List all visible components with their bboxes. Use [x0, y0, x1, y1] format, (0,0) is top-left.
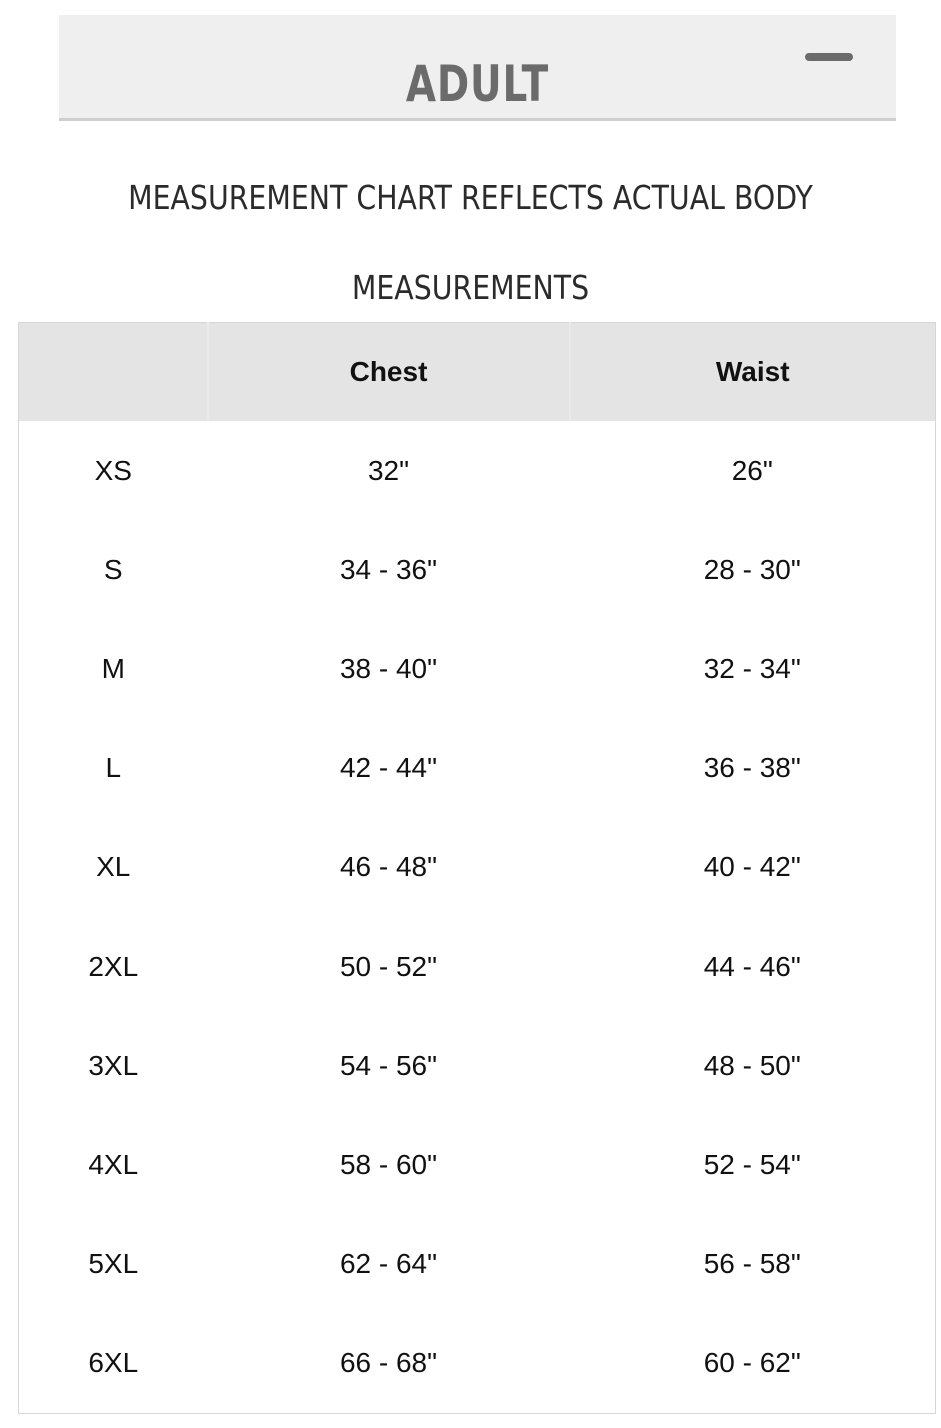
measurement-note-line2: MEASUREMENTS [351, 268, 590, 307]
chest-cell: 46 - 48" [339, 851, 438, 883]
measurement-note-line1: MEASUREMENT CHART REFLECTS ACTUAL BODY [128, 178, 813, 217]
chest-cell: 32" [367, 454, 410, 486]
waist-cell: 52 - 54" [703, 1148, 801, 1180]
waist-cell: 40 - 42" [703, 851, 801, 883]
table-row [19, 719, 936, 818]
accordion-header-adult[interactable] [59, 15, 896, 121]
table-row [19, 917, 936, 1016]
header-size [19, 323, 208, 422]
table-row [19, 1115, 936, 1214]
size-cell: XS [94, 454, 132, 486]
header-chest: Chest [208, 323, 570, 422]
size-cell: 6XL [88, 1347, 139, 1379]
size-cell: 5XL [88, 1248, 139, 1280]
chest-cell: 54 - 56" [339, 1049, 438, 1081]
accordion-title: ADULT [405, 55, 550, 113]
chest-cell: 38 - 40" [339, 652, 438, 684]
size-cell: L [105, 752, 122, 784]
waist-cell: 32 - 34" [703, 652, 801, 684]
table-row [19, 619, 936, 718]
table-row [19, 1314, 936, 1414]
chest-cell: 50 - 52" [339, 950, 438, 982]
waist-cell: 56 - 58" [703, 1248, 801, 1280]
table-body [19, 421, 936, 1413]
chest-cell: 42 - 44" [339, 752, 438, 784]
table-row [19, 1215, 936, 1314]
table-row [19, 1016, 936, 1115]
size-cell: M [101, 652, 125, 684]
minus-icon[interactable] [805, 53, 853, 61]
waist-cell: 44 - 46" [703, 950, 801, 982]
chest-cell: 62 - 64" [339, 1248, 438, 1280]
waist-cell: 26" [731, 454, 773, 486]
chest-cell: 66 - 68" [339, 1347, 438, 1379]
header-waist: Waist [570, 323, 936, 422]
waist-cell: 48 - 50" [703, 1049, 801, 1081]
waist-cell: 60 - 62" [703, 1347, 801, 1379]
size-cell: 2XL [88, 950, 139, 982]
size-cell: S [103, 553, 123, 585]
size-chart-table [18, 322, 936, 1414]
table-row [19, 520, 936, 619]
table-row [19, 421, 936, 520]
size-cell: 3XL [88, 1049, 139, 1081]
size-cell: 4XL [88, 1148, 139, 1180]
size-cell: XL [96, 851, 131, 883]
chest-cell: 34 - 36" [339, 553, 438, 585]
table-row [19, 818, 936, 917]
waist-cell: 36 - 38" [703, 752, 801, 784]
waist-cell: 28 - 30" [703, 553, 801, 585]
table-header-row [19, 323, 936, 422]
chest-cell: 58 - 60" [339, 1148, 438, 1180]
